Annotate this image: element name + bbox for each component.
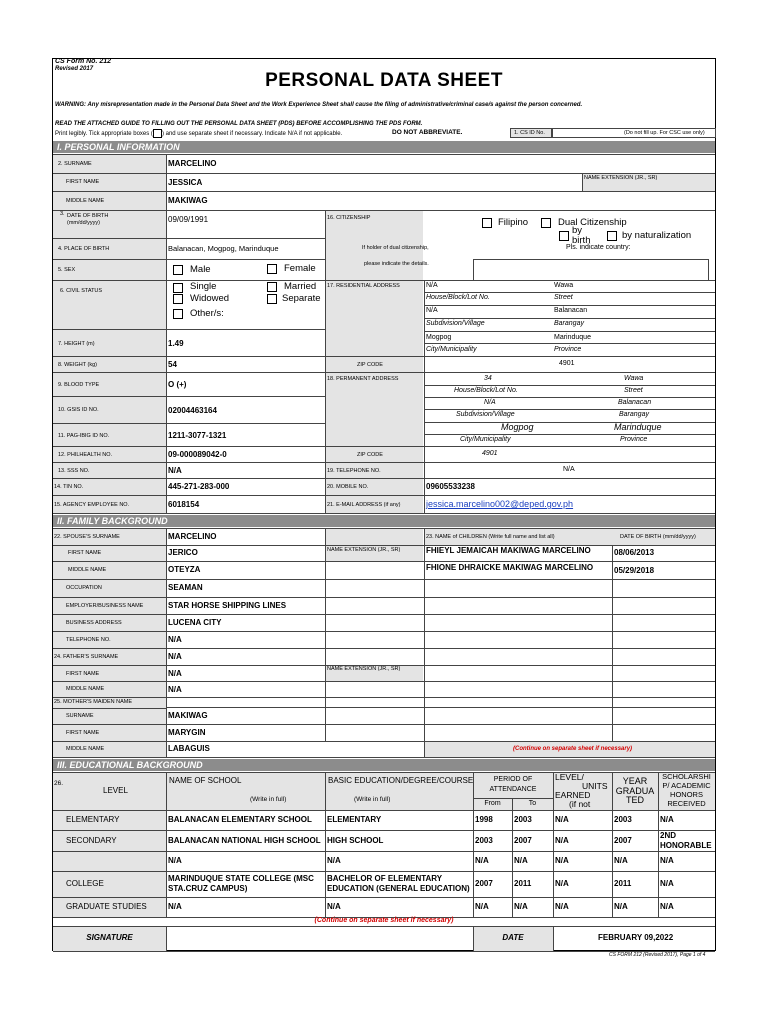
edu-from-4[interactable]: 2007 — [475, 879, 493, 888]
middle-name-value[interactable]: MAKIWAG — [168, 196, 208, 205]
agency-employee-value[interactable]: 6018154 — [168, 500, 200, 509]
edu-from-2[interactable]: 2003 — [475, 836, 493, 845]
education-level-bg — [53, 810, 166, 917]
email-label: 21. E-MAIL ADDRESS (if any) — [327, 502, 401, 508]
by-birth-checkbox[interactable] — [559, 231, 569, 241]
res-zip-label: ZIP CODE — [357, 362, 383, 368]
mobile-value[interactable]: 09605533238 — [426, 482, 475, 491]
gsis-label: 10. GSIS ID NO. — [58, 407, 99, 413]
page-title: PERSONAL DATA SHEET — [265, 70, 503, 91]
col-year-a: YEAR — [622, 776, 648, 786]
spouse-middle-value[interactable]: OTEYZA — [168, 565, 201, 574]
mother-surname-label: SURNAME — [66, 713, 94, 719]
tin-value[interactable]: 445-271-283-000 — [168, 482, 230, 491]
edu-units-4[interactable]: N/A — [555, 879, 569, 888]
res-street-value[interactable]: Wawa — [554, 282, 574, 289]
date-value[interactable]: FEBRUARY 09,2022 — [598, 933, 674, 942]
height-label: 7. HEIGHT (m) — [58, 341, 95, 347]
edu-course-3[interactable]: N/A — [327, 856, 341, 865]
sex-female-label: Female — [284, 263, 316, 274]
telephone-value[interactable]: N/A — [563, 466, 575, 473]
perm-subd-value[interactable]: N/A — [484, 399, 496, 406]
sss-label: 13. SSS NO. — [58, 468, 90, 474]
philhealth-label: 12. PHILHEALTH NO. — [58, 452, 112, 458]
perm-zip-value[interactable]: 4901 — [482, 450, 498, 457]
education-num: 26. — [54, 780, 64, 787]
edu-to-2[interactable]: 2007 — [514, 836, 532, 845]
father-first-value[interactable]: N/A — [168, 669, 182, 678]
citizenship-filipino-checkbox[interactable] — [482, 218, 492, 228]
res-house-caption: House/Block/Lot No. — [426, 294, 490, 301]
perm-brgy-caption: Barangay — [619, 411, 649, 418]
dob-label: DATE OF BIRTH — [67, 213, 109, 219]
col-honors-a: SCHOLARSHI — [662, 772, 711, 781]
pagibig-value[interactable]: 1211-3077-1321 — [168, 431, 227, 440]
edu-from-3[interactable]: N/A — [475, 856, 489, 865]
edu-to-1[interactable]: 2003 — [514, 815, 532, 824]
pob-value[interactable]: Balanacan, Mogpog, Marinduque — [168, 244, 279, 253]
father-middle-value[interactable]: N/A — [168, 685, 182, 694]
res-city-caption: City/Municipality — [426, 346, 477, 353]
res-brgy-caption: Barangay — [554, 320, 584, 327]
spouse-telephone-value[interactable]: N/A — [168, 635, 182, 644]
sex-female-checkbox[interactable] — [267, 264, 277, 274]
by-birth-label: by birth — [572, 225, 591, 246]
col-to: To — [528, 800, 537, 807]
cs-id-label: 1. CS ID No. — [514, 130, 545, 136]
family-continue-note: (Continue on separate sheet if necessary) — [513, 746, 633, 752]
res-zip-value[interactable]: 4901 — [559, 360, 575, 367]
telephone-label: 19. TELEPHONE NO. — [327, 468, 381, 474]
res-city-value[interactable]: Mogpog — [426, 334, 452, 341]
perm-house-value[interactable]: 34 — [484, 375, 492, 382]
perm-prov-value[interactable]: Marinduque — [614, 422, 662, 432]
employer-value[interactable]: STAR HORSE SHIPPING LINES — [168, 601, 287, 610]
form-revised: Revised 2017 — [55, 66, 94, 72]
edu-year-4[interactable]: 2011 — [614, 879, 632, 888]
residential-address-label: 17. RESIDENTIAL ADDRESS — [327, 283, 400, 289]
education-continue-note: (Continue on separate sheet if necessary) — [314, 917, 454, 924]
business-address-label: BUSINESS ADDRESS — [66, 620, 122, 626]
height-value[interactable]: 1.49 — [168, 339, 184, 348]
perm-subd-caption: Subdivision/Village — [456, 411, 515, 418]
weight-label: 8. WEIGHT (kg) — [58, 362, 98, 368]
father-first-label: FIRST NAME — [66, 671, 100, 677]
perm-city-caption: City/Municipality — [460, 436, 511, 443]
edu-from-5[interactable]: N/A — [475, 902, 489, 911]
col-school: NAME OF SCHOOL — [169, 776, 242, 785]
signature-label: SIGNATURE — [86, 933, 133, 942]
edu-year-1[interactable]: 2003 — [614, 815, 632, 824]
edu-year-5[interactable]: N/A — [614, 902, 628, 911]
occupation-label: OCCUPATION — [66, 585, 102, 591]
civil-single-label: Single — [190, 281, 217, 292]
mother-surname-value[interactable]: MAKIWAG — [168, 711, 208, 720]
spouse-first-label: FIRST NAME — [68, 550, 102, 556]
perm-street-caption: Street — [624, 387, 643, 394]
dob-format: (mm/dd/yyyy) — [67, 220, 100, 226]
edu-year-2[interactable]: 2007 — [614, 836, 632, 845]
col-units-a: LEVEL/ — [555, 772, 584, 782]
col-honors-b: P/ ACADEMIC — [662, 781, 711, 790]
edu-honors-5[interactable]: N/A — [660, 902, 674, 911]
perm-prov-caption: Province — [620, 436, 648, 443]
spouse-telephone-label: TELEPHONE NO. — [66, 637, 111, 643]
blood-type-label: 9. BLOOD TYPE — [58, 382, 100, 388]
col-course: BASIC EDUCATION/DEGREE/COURSE — [328, 776, 474, 785]
first-name-value[interactable]: JESSICA — [168, 178, 203, 187]
res-brgy-value[interactable]: Balanacan — [554, 307, 588, 314]
spouse-surname-value[interactable]: MARCELINO — [168, 532, 217, 541]
signature-field[interactable] — [167, 927, 472, 951]
edu-school-4[interactable]: MARINDUQUE STATE COLLEGE (MSC STA.CRUZ CAMPUS) — [168, 874, 314, 893]
citizenship-dual-label: Dual Citizenship — [558, 217, 627, 228]
name-extension-label: NAME EXTENSION (JR., SR) — [584, 175, 658, 181]
mother-middle-value[interactable]: LABAGUIS — [168, 744, 210, 753]
res-prov-value[interactable]: Marinduque — [554, 334, 591, 341]
edu-from-1[interactable]: 1998 — [475, 815, 493, 824]
spouse-first-value[interactable]: JERICO — [168, 548, 198, 557]
please-indicate-text: please indicate the details. — [364, 261, 429, 267]
tick-box-sample — [153, 129, 162, 138]
section-personal-information: I. PERSONAL INFORMATION — [53, 141, 715, 153]
edu-honors-1[interactable]: N/A — [660, 815, 674, 824]
spouse-ext-label: NAME EXTENSION (JR., SR) — [327, 547, 401, 553]
father-surname-value[interactable]: N/A — [168, 652, 182, 661]
col-units-b: UNITS — [582, 781, 608, 791]
surname-label: 2. SURNAME — [58, 161, 92, 167]
edu-school-3[interactable]: N/A — [168, 856, 182, 865]
permanent-address-label: 18. PERMANENT ADDRESS — [327, 376, 399, 382]
edu-honors-3[interactable]: N/A — [660, 856, 674, 865]
edu-units-2[interactable]: N/A — [555, 836, 569, 845]
agency-employee-label: 15. AGENCY EMPLOYEE NO. — [54, 502, 130, 508]
edu-level-1: ELEMENTARY — [66, 815, 120, 824]
label-column-bg — [53, 154, 166, 513]
res-subd-value[interactable]: N/A — [426, 307, 438, 314]
section-educational-background: III. EDUCATIONAL BACKGROUND — [53, 759, 715, 771]
surname-value[interactable]: MARCELINO — [168, 159, 217, 168]
edu-units-1[interactable]: N/A — [555, 815, 569, 824]
child-dob-label: DATE OF BIRTH (mm/dd/yyyy) — [620, 534, 696, 540]
res-house-value[interactable]: N/A — [426, 282, 438, 289]
civil-married-checkbox[interactable] — [267, 282, 277, 292]
weight-value[interactable]: 54 — [168, 360, 177, 369]
mother-maiden-label: 25. MOTHER'S MAIDEN NAME — [54, 699, 133, 705]
spouse-surname-label: 22. SPOUSE'S SURNAME — [54, 534, 120, 540]
mother-first-value[interactable]: MARYGIN — [168, 728, 206, 737]
edu-to-4[interactable]: 2011 — [514, 879, 532, 888]
spouse-middle-label: MIDDLE NAME — [68, 567, 107, 573]
occupation-value[interactable]: SEAMAN — [168, 583, 203, 592]
sex-male-label: Male — [190, 264, 211, 275]
perm-street-value[interactable]: Wawa — [624, 375, 644, 382]
civil-other-checkbox[interactable] — [173, 309, 183, 319]
civil-single-checkbox[interactable] — [173, 283, 183, 293]
col-year-c: TED — [626, 795, 644, 805]
civil-status-label: 6. CIVIL STATUS — [60, 288, 103, 294]
middle-name-label: MIDDLE NAME — [66, 198, 105, 204]
sss-value[interactable]: N/A — [168, 466, 182, 475]
dob-value[interactable]: 09/09/1991 — [168, 215, 209, 224]
warning-text: WARNING: Any misrepresentation made in the Personal Data Sheet and the Work Experience Sheet shall cause the filing of administrative/criminal case/s against the person concerned. — [55, 102, 583, 108]
edu-units-3[interactable]: N/A — [555, 856, 569, 865]
edu-school-2[interactable]: BALANACAN NATIONAL HIGH SCHOOL — [168, 836, 321, 845]
civil-other-label: Other/s: — [190, 308, 224, 319]
blood-type-value[interactable]: O (+) — [168, 380, 187, 389]
children-header-bg-left — [325, 528, 423, 545]
edu-course-1[interactable]: ELEMENTARY — [327, 815, 382, 824]
col-honors-c: HONORS — [670, 790, 703, 799]
sex-male-checkbox[interactable] — [173, 265, 183, 275]
mother-first-label: FIRST NAME — [66, 730, 100, 736]
edu-level-4: COLLEGE — [66, 879, 104, 888]
form-footer: CS FORM 212 (Revised 2017), Page 1 of 4 — [609, 952, 706, 958]
by-naturalization-label: by naturalization — [622, 230, 692, 241]
edu-course-2[interactable]: HIGH SCHOOL — [327, 836, 384, 845]
perm-zip-label: ZIP CODE — [357, 452, 383, 458]
father-middle-label: MIDDLE NAME — [66, 686, 105, 692]
father-surname-label: 24. FATHER'S SURNAME — [54, 654, 119, 660]
col-course-sub: (Write in full) — [354, 796, 391, 803]
sex-label: 5. SEX — [58, 267, 76, 273]
business-address-value[interactable]: LUCENA CITY — [168, 618, 222, 627]
citizenship-label: 16. CITIZENSHIP — [327, 215, 371, 221]
employer-label: EMPLOYER/BUSINESS NAME — [66, 603, 144, 609]
perm-city-value[interactable]: Mogpog — [501, 422, 534, 432]
edu-school-1[interactable]: BALANACAN ELEMENTARY SCHOOL — [168, 815, 312, 824]
children-label: 23. NAME of CHILDREN (Write full name and list all) — [426, 534, 555, 540]
edu-level-2: SECONDARY — [66, 836, 117, 845]
citizenship-filipino-label: Filipino — [498, 217, 529, 228]
print-legibly-text: Print legibly. Tick appropriate boxes ( ) and use separate sheet if necessary. Indicate N/A if not applicable. — [55, 129, 342, 138]
edu-to-5[interactable]: N/A — [514, 902, 528, 911]
no-abbreviate-text: DO NOT ABBREVIATE. — [392, 129, 463, 136]
date-label: DATE — [502, 933, 524, 942]
philhealth-value[interactable]: 09-000089042-0 — [168, 450, 227, 459]
email-value[interactable]: jessica.marcelino002@deped.gov.ph — [426, 499, 574, 509]
perm-house-caption: House/Block/Lot No. — [454, 387, 518, 394]
tin-label: 14. TIN NO. — [54, 484, 84, 490]
edu-honors-2[interactable]: 2ND HONORABLE — [660, 831, 712, 850]
child-1-name[interactable]: FHIEYL JEMAICAH MAKIWAG MARCELINO — [426, 546, 591, 555]
father-ext-label: NAME EXTENSION (JR., SR) — [327, 666, 401, 672]
mobile-label: 20. MOBILE NO. — [327, 484, 369, 490]
mother-middle-label: MIDDLE NAME — [66, 746, 105, 752]
col-year-b: GRADUA — [615, 786, 655, 796]
first-name-label: FIRST NAME — [66, 179, 100, 185]
edu-course-5[interactable]: N/A — [327, 902, 341, 911]
citizenship-dual-checkbox[interactable] — [541, 218, 551, 228]
child-1-dob[interactable]: 08/06/2013 — [614, 548, 655, 557]
civil-widowed-label: Widowed — [190, 293, 230, 304]
read-guide-text: READ THE ATTACHED GUIDE TO FILLING OUT THE PERSONAL DATA SHEET (PDS) BEFORE ACCOMPLISHING THE PDS FORM. — [55, 121, 423, 127]
pob-label: 4. PLACE OF BIRTH — [58, 246, 110, 252]
edu-units-5[interactable]: N/A — [555, 902, 569, 911]
edu-school-5[interactable]: N/A — [168, 902, 182, 911]
perm-brgy-value[interactable]: Balanacan — [618, 399, 652, 406]
civil-separated-checkbox[interactable] — [267, 294, 277, 304]
col-honors-d: RECEIVED — [667, 799, 706, 808]
col-from: From — [484, 800, 501, 807]
col-units-d: (if not — [569, 799, 591, 809]
form-number: CS Form No. 212 — [55, 58, 112, 65]
col-school-sub: (Write in full) — [250, 796, 287, 803]
edu-to-3[interactable]: N/A — [514, 856, 528, 865]
gsis-value[interactable]: 02004463164 — [168, 406, 217, 415]
res-prov-caption: Province — [554, 346, 582, 353]
pagibig-label: 11. PAG-IBIG ID NO. — [58, 433, 110, 439]
cs-id-note: (Do not fill up. For CSC use only) — [624, 130, 705, 136]
if-holder-text: If holder of dual citizenship, — [362, 245, 429, 251]
section-family-background: II. FAMILY BACKGROUND — [53, 515, 715, 527]
edu-level-5: GRADUATE STUDIES — [66, 902, 147, 911]
edu-course-4[interactable]: BACHELOR OF ELEMENTARY EDUCATION (GENERAL EDUCATION) — [327, 874, 470, 893]
dual-citizenship-country-field[interactable] — [474, 260, 708, 280]
res-subd-caption: Subdivision/Village — [426, 320, 485, 327]
pls-indicate-country: Pls. indicate country: — [566, 244, 631, 251]
col-period-a: PERIOD OF — [493, 776, 533, 783]
edu-honors-4[interactable]: N/A — [660, 879, 674, 888]
col-units-c: EARNED — [555, 790, 591, 800]
res-street-caption: Street — [554, 294, 573, 301]
col-level: LEVEL — [103, 786, 128, 795]
edu-year-3[interactable]: N/A — [614, 856, 628, 865]
civil-widowed-checkbox[interactable] — [173, 294, 183, 304]
civil-separated-label: Separate — [282, 293, 321, 304]
child-2-dob[interactable]: 05/29/2018 — [614, 566, 655, 575]
col-period-b: ATTENDANCE — [489, 786, 537, 793]
dob-label-num: 3. — [60, 211, 65, 217]
civil-married-label: Married — [284, 281, 317, 292]
by-naturalization-checkbox[interactable] — [607, 231, 617, 241]
child-2-name[interactable]: FHIONE DHRAICKE MAKIWAG MARCELINO — [426, 563, 594, 572]
